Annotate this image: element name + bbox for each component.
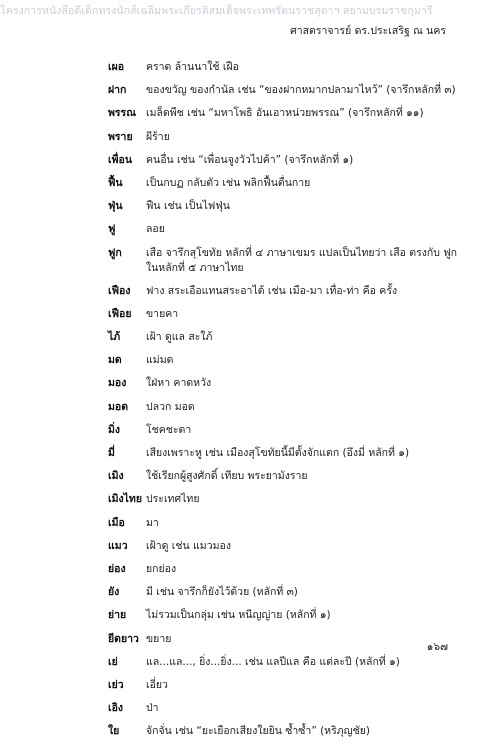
glossary-entry	[108, 153, 458, 168]
glossary-entry	[108, 330, 458, 345]
glossary-entry	[108, 376, 458, 391]
entry-definition: ประเทศไทย	[146, 493, 200, 506]
entry-term: ย่าย	[108, 609, 127, 622]
entry-definition: ของขวัญ ของกำนัล เช่น “ของฝากหมากปลามาไหว้” (จารึกหลักที่ ๓)	[146, 84, 456, 97]
entry-term: เฟือง	[108, 284, 131, 297]
glossary-entry	[108, 353, 458, 368]
entry-term: เย่ว	[108, 678, 124, 691]
entry-term: ฟุ่น	[108, 200, 123, 213]
entry-definition: จักจั่น เช่น “ยะเยือกเสียงใยยิน ซ้ำซ้ำ” (หริภุญชัย)	[146, 725, 370, 738]
entry-term: พรรณ	[108, 107, 136, 120]
glossary-entry	[108, 400, 458, 415]
entry-definition: ฟืน เช่น เป็นไฟฟุ่น	[146, 200, 230, 213]
glossary-entry	[108, 446, 458, 461]
entry-definition: แล...แล..., ยิ่ง...ยิ่ง... เช่น แลปีแล คือ แต่ละปี (หลักที่ ๑)	[146, 655, 400, 668]
entry-term: เพื่อน	[108, 153, 132, 166]
glossary-entry	[108, 284, 458, 299]
glossary-entry	[108, 60, 458, 75]
entry-definition: เอี่ยว	[146, 678, 168, 691]
entry-definition: คนอื่น เช่น “เพื่อนจูงวัวไปค้า” (จารึกหลักที่ ๑)	[146, 153, 354, 166]
glossary-entry	[108, 562, 458, 577]
entry-term: เอิง	[108, 702, 124, 715]
entry-definition: เมล็ดพืช เช่น “มหาโพธิ อันเอาหน่วยพรรณ” (จารึกหลักที่ ๑๑)	[146, 107, 424, 120]
glossary-entry	[108, 724, 458, 739]
entry-term: เฟือย	[108, 307, 132, 320]
entry-definition: ผีร้าย	[146, 130, 170, 143]
entry-term: เผอ	[108, 61, 125, 73]
entry-term: มอด	[108, 400, 129, 413]
entry-term: ไภ้	[108, 331, 121, 344]
glossary-entry	[108, 608, 458, 623]
glossary-entry	[108, 469, 458, 484]
glossary-entry	[108, 655, 458, 670]
entry-definition: คราด ล้านนาใช้ เฝือ	[146, 61, 239, 73]
glossary-entry	[108, 199, 458, 214]
glossary-entry	[108, 701, 458, 716]
entry-definition: ฟาง สระเอือแทนสระอาได้ เช่น เมือ-มา เทื่อ-ท่า คือ ครั้ง	[146, 284, 398, 297]
entry-definition: เฝ้า ดูแล สะใภ้	[146, 331, 213, 344]
glossary-entry	[108, 678, 458, 693]
entry-term: ฟูก	[108, 246, 122, 259]
glossary-list	[108, 60, 458, 747]
running-header-author: ศาสตราจารย์ ดร.ประเสริฐ ณ นคร	[290, 25, 446, 37]
entry-definition: ไม่รวมเป็นกลุ่ม เช่น หนีญญ่าย (หลักที่ ๑)	[146, 609, 331, 622]
glossary-entry	[108, 423, 458, 438]
entry-term: ยัง	[108, 586, 120, 599]
watermark-text: โครงการหนังสือดีเด็กทรงนักส์เฉลิมพระเกียรติสมเด็จพระเทพรัตนราชสุดาฯ สยามบรมราชกุมารี	[0, 5, 433, 17]
entry-term: เมือ	[108, 516, 125, 529]
entry-definition: มา	[146, 516, 159, 529]
entry-definition: แม่มด	[146, 354, 174, 367]
entry-term: ฟื้น	[108, 176, 123, 189]
entry-definition: ยกย่อง	[146, 562, 177, 575]
entry-term: ฝาก	[108, 84, 127, 97]
entry-definition: ใช้เรียกผู้สูงศักดิ์ เทียบ พระยามังราย	[146, 470, 308, 483]
glossary-entry	[108, 106, 458, 121]
glossary-entry	[108, 222, 458, 237]
entry-definition: ใฝ่หา คาดหวัง	[146, 377, 212, 390]
glossary-entry	[108, 585, 458, 600]
entry-term: ฟู	[108, 223, 116, 236]
entry-term: ยีดยาว	[108, 632, 139, 645]
entry-term: ใย	[108, 725, 120, 738]
glossary-entry	[108, 176, 458, 191]
glossary-entry	[108, 307, 458, 322]
entry-definition: ขายคา	[146, 307, 179, 320]
entry-term: เย่	[108, 655, 118, 668]
entry-term: เมิงไทย	[108, 493, 142, 506]
entry-term: มอง	[108, 377, 127, 390]
glossary-entry	[108, 130, 458, 145]
glossary-entry	[108, 539, 458, 554]
glossary-entry	[108, 632, 458, 647]
entry-term: พราย	[108, 130, 133, 143]
entry-term: มด	[108, 354, 122, 367]
entry-definition: ปลวก มอด	[146, 400, 195, 413]
glossary-entry	[108, 246, 458, 276]
glossary-entry	[108, 83, 458, 98]
glossary-entry	[108, 516, 458, 531]
entry-term: ย่อง	[108, 562, 126, 575]
entry-term: เมิง	[108, 470, 124, 483]
entry-term: มี่	[108, 447, 115, 459]
glossary-entry	[108, 492, 458, 507]
entry-definition: เสือ จารึกสุโขทัย หลักที่ ๔ ภาษาเขมร แปลเป็นไทยว่า เสือ ตรงกับ ฟูก ในหลักที่ ๕ ภาษาไทย	[146, 246, 458, 274]
entry-definition: มี เช่น จารึกก็ยังไว้ด้วย (หลักที่ ๓)	[146, 586, 298, 599]
entry-definition: โชคชะตา	[146, 423, 192, 436]
page-number: ๑๖๗	[426, 641, 448, 653]
entry-term: มิ่ง	[108, 423, 121, 436]
entry-definition: ลอย	[146, 223, 165, 236]
entry-definition: ป่า	[146, 702, 159, 715]
entry-definition: เฝ้าดู เช่น แมวมอง	[146, 539, 231, 552]
entry-definition: เป็นกบฏ กลับตัว เช่น พลิกฟื้นตื่นกาย	[146, 176, 311, 189]
entry-definition: ขยาย	[146, 632, 172, 645]
entry-definition: เสียงเพราะหู เช่น เมืองสุโขทัยนี้มีตั้งจักแตก (อึงมี่ หลักที่ ๑)	[146, 447, 410, 459]
entry-term: แมว	[108, 539, 128, 552]
